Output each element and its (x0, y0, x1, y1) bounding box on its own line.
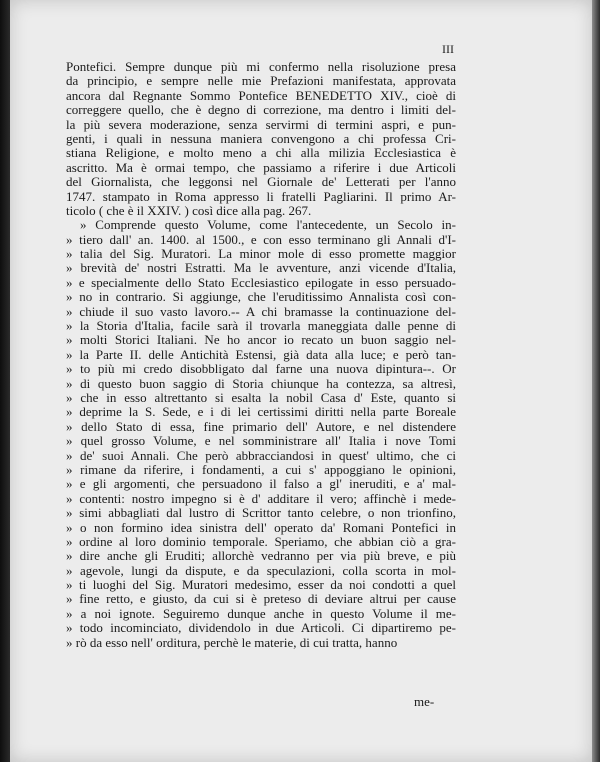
text-line: » la Storia d'Italia, facile sarà il trovarla maneggiata dalle penne di (66, 318, 456, 334)
text-line: » rò da esso nell' orditura, perchè le materie, di cui tratta, hanno (66, 634, 398, 650)
text-line: » chiude il suo vasto lavoro.-- A chi bramasse la continuazione del- (66, 303, 456, 319)
text-line: stiana Religione, e molto meno a chi alla milizia Ecclesiastica è (66, 145, 456, 161)
text-line: la più severa moderazione, senza servirmi di termini aspri, e pun- (66, 116, 456, 132)
text-line: » contenti: nostro impegno si è d' additare il vero; affinchè i mede- (66, 490, 456, 506)
text-line: » no in contrario. Si aggiunge, che l'eruditissimo Annalista così con- (66, 289, 456, 305)
text-line: » e specialmente dello Stato Ecclesiastico epilogate in esso persuado- (66, 274, 456, 290)
page-number: III (442, 42, 454, 56)
text-line: » molti Storici Italiani. Ne ho ancor io recato un buon saggio nel- (66, 332, 456, 348)
text-line: » di questo buon saggio di Storia chiunque ha contezza, sa altresì, (66, 375, 456, 391)
text-line: » deprime la S. Sede, e i di lei certissimi diritti nella parte Boreale (66, 404, 456, 420)
text-line: 1747. stampato in Roma appresso li fratelli Pagliarini. Il primo Ar- (66, 188, 456, 204)
text-line: » o non formino idea sinistra dell' operato da' Romani Pontefici in (66, 519, 456, 535)
text-line: » Comprende questo Volume, come l'antecedente, un Secolo in- (80, 217, 456, 233)
text-line: ancora dal Regnante Sommo Pontefice BENEDETTO XIV., cioè di (66, 87, 456, 103)
text-line: » a noi ignote. Seguiremo dunque anche in questo Volume il me- (66, 605, 456, 621)
text-line: » to più mi credo disobbligato dal farne una nuova dipintura--. Or (66, 361, 456, 377)
text-line: » de' suoi Annali. Che però abbracciandosi in quest' ultimo, che ci (66, 447, 456, 463)
text-line: » e gli argomenti, che persuadono il falso a gl' ineruditi, e a' mal- (66, 476, 456, 492)
text-line: » talia del Sig. Muratori. La minor mole di esso promette maggior (66, 246, 456, 262)
text-line: » fine retto, e giusto, da cui si è preteso di deviare altrui per cause (66, 591, 456, 607)
text-line: » dello Stato di essa, fine primario dell' Autore, e nel distendere (66, 418, 456, 434)
text-line: Pontefici. Sempre dunque più mi confermo nella risoluzione presa (66, 59, 456, 74)
text-line: » ordine al loro dominio temporale. Speriamo, che abbian ciò a gra- (66, 533, 456, 549)
text-line: » rimane da riferire, i fondamenti, a cui s' appoggiano le opinioni, (66, 461, 456, 477)
text-line: » todo incominciato, dividendolo in due Articoli. Ci dipartiremo pe- (66, 620, 456, 636)
text-line: » agevole, lungi da dispute, e da speculazioni, colla scorta in mol- (66, 562, 456, 578)
text-line: » quel grosso Volume, e nel somministrare all' Italia i nove Tomi (66, 433, 456, 449)
scan-left-edge (0, 0, 10, 762)
text-line: ascritto. Ma è ormai tempo, che passiamo a riferire i due Articoli (66, 159, 456, 175)
scan-right-edge (592, 0, 600, 762)
text-line: del Giornalista, che leggonsi nel Giornale de' Letterati per l'anno (66, 174, 456, 190)
text-line: » che in esso altrettanto si esalta la nobil Casa d' Este, quanto si (66, 389, 456, 405)
text-line: » ti luoghi del Sig. Muratori medesimo, esser da noi condotti a quel (66, 577, 456, 593)
book-page (10, 0, 592, 762)
text-line: » dire anche gli Eruditi; allorchè vedranno per via più breve, e più (66, 548, 456, 564)
text-line: » tiero dall' an. 1400. al 1500., e con esso terminano gli Annali d'I- (66, 231, 456, 247)
text-line: ticolo ( che è il XXIV. ) così dice alla pag. 267. (66, 202, 312, 218)
text-line: » simi abbagliati dal lustro di Scrittor tanto celebre, o non trionfino, (66, 505, 456, 521)
body-text (66, 60, 456, 650)
catchword: me- (414, 694, 435, 709)
text-line: » la Parte II. delle Antichità Estensi, già data alla luce; e però tan- (66, 346, 456, 362)
text-line: genti, i quali in nessuna maniera convengono a chi professa Cri- (66, 130, 456, 146)
text-line: » brevità de' nostri Estratti. Ma le avventure, anzi vicende d'Italia, (66, 260, 456, 276)
text-line: correggere quello, che è degno di correzione, ma dentro i limiti del- (66, 102, 456, 118)
text-line: da principio, e sempre nelle mie Prefazioni manifestata, approvata (66, 73, 456, 89)
